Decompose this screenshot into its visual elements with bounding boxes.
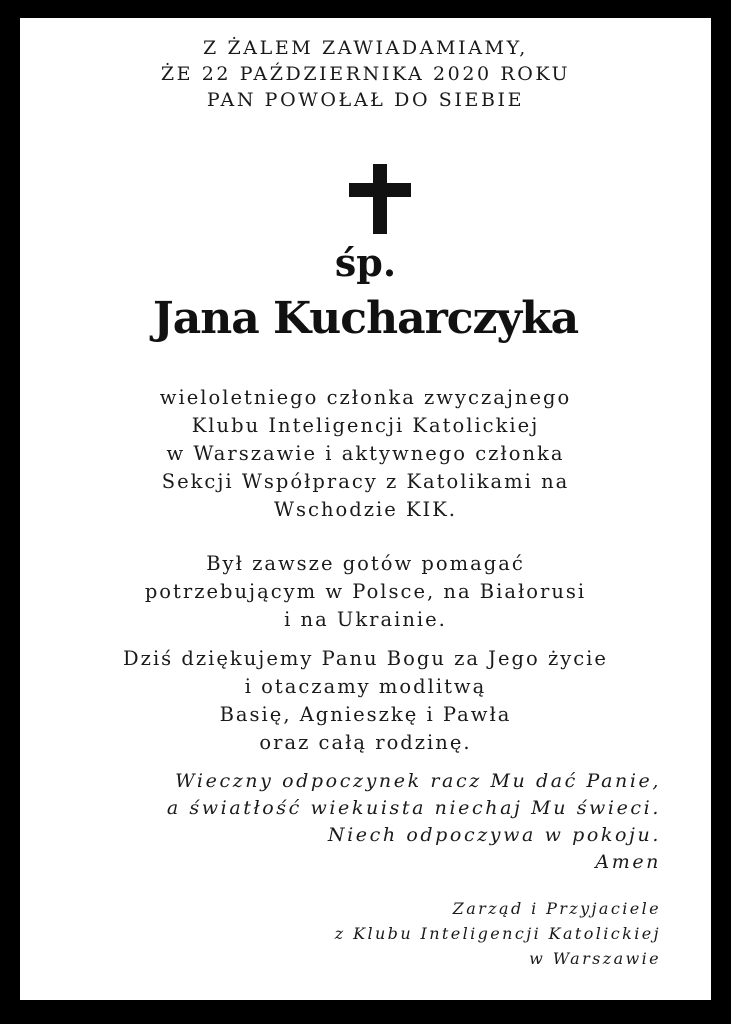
description-line-3: w Warszawie i aktywnego członka [166,442,565,465]
gratitude-line-2: i otaczamy modlitwą [244,675,487,698]
gratitude-line-3: Basię, Agnieszkę i Pawła [219,703,512,726]
latin-cross-icon [349,164,411,234]
prayer-line-1: Wieczny odpoczynek racz Mu dać Panie, [175,770,661,792]
service-line-2: potrzebującym w Polsce, na Białorusi [144,580,587,603]
prayer-line-4: Amen [595,851,661,873]
obituary-card [20,18,711,1000]
description-line-2: Klubu Inteligencji Katolickiej [191,414,540,437]
deceased-name: Jana Kucharczyka [152,293,579,344]
signature-line-3: w Warszawie [529,949,661,968]
announcement-line-1: Z ŻALEM ZAWIADAMIAMY, [203,37,528,59]
service-line-1: Był zawsze gotów pomagać [206,552,525,575]
prayer-line-3: Niech odpoczywa w pokoju. [327,824,661,846]
signature-line-1: Zarząd i Przyjaciele [452,899,661,918]
announcement-line-3: PAN POWOŁAŁ DO SIEBIE [206,89,525,111]
gratitude-line-1: Dziś dziękujemy Panu Bogu za Jego życie [123,647,608,670]
announcement-line-2: ŻE 22 PAŹDZIERNIKA 2020 ROKU [160,63,571,85]
description-line-1: wieloletniego członka zwyczajnego [159,386,572,409]
service-line-3: i na Ukrainie. [284,608,447,631]
prayer-line-2: a światłość wiekuista niechaj Mu świeci. [166,797,661,819]
gratitude-line-4: oraz całą rodzinę. [259,731,472,754]
description-line-5: Wschodzie KIK. [273,498,458,521]
description-line-4: Sekcji Współpracy z Katolikami na [161,470,570,493]
deceased-prefix: śp. [334,240,397,285]
signature-line-2: z Klubu Inteligencji Katolickiej [334,924,661,943]
